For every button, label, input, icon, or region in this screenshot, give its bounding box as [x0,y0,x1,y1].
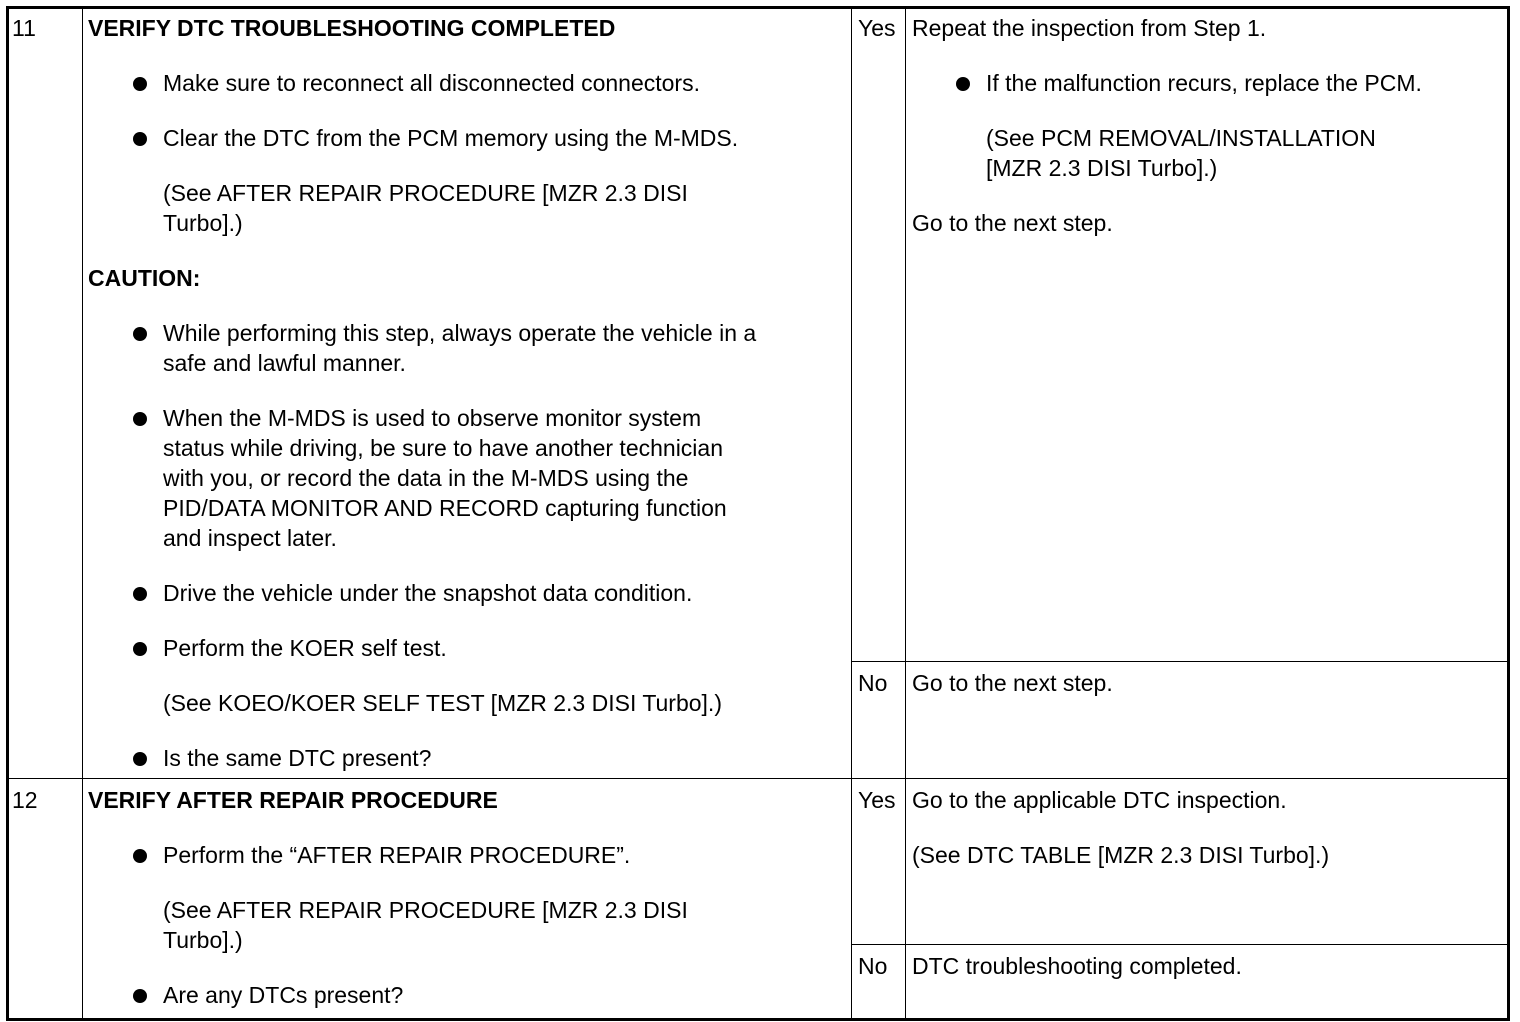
result-yes-label: Yes [858,15,896,41]
bullet-icon [133,327,147,341]
result-yes-text: Go to the applicable DTC inspection. [912,787,1287,813]
row-divider-step11 [9,778,1507,779]
reference-text: (See AFTER REPAIR PROCEDURE [MZR 2.3 DISI [163,897,688,923]
caution-bullet-text: When the M-MDS is used to observe monitor system [163,405,702,431]
column-divider-action [851,9,852,1018]
result-yes-text: Repeat the inspection from Step 1. [912,15,1267,41]
bullet-icon [133,642,147,656]
step-number: 11 [12,15,36,41]
caution-bullet-text: status while driving, be sure to have another technician [163,435,723,461]
question-text: Are any DTCs present? [163,982,404,1008]
caution-bullet-text: While performing this step, always operate the vehicle in a [163,320,757,346]
reference-text: (See PCM REMOVAL/INSTALLATION [986,125,1376,151]
question-text: Is the same DTC present? [163,745,432,771]
caution-bullet-text: and inspect later. [163,525,337,551]
result-no-label: No [858,670,888,696]
reference-text: (See DTC TABLE [MZR 2.3 DISI Turbo].) [912,842,1330,868]
reference-text: (See AFTER REPAIR PROCEDURE [MZR 2.3 DISI [163,180,688,206]
caution-bullet-text: Drive the vehicle under the snapshot data condition. [163,580,693,606]
caution-bullet-text: safe and lawful manner. [163,350,406,376]
bullet-icon [133,132,147,146]
column-divider-step [82,9,83,1018]
row-divider-12-no [851,944,1507,945]
bullet-icon [956,77,970,91]
reference-text: [MZR 2.3 DISI Turbo].) [986,155,1218,181]
result-no-text: DTC troubleshooting completed. [912,953,1242,979]
result-no-label: No [858,953,888,979]
bullet-icon [133,587,147,601]
result-no-text: Go to the next step. [912,670,1113,696]
caution-bullet-text: with you, or record the data in the M-MDS using the [163,465,689,491]
reference-text: Turbo].) [163,927,243,953]
caution-heading: CAUTION: [88,265,201,291]
result-yes-text: If the malfunction recurs, replace the PCM. [986,70,1422,96]
action-bullet-text: Clear the DTC from the PCM memory using the M-MDS. [163,125,739,151]
action-bullet-text: Make sure to reconnect all disconnected connectors. [163,70,700,96]
result-yes-label: Yes [858,787,896,813]
bullet-icon [133,989,147,1003]
column-divider-result [905,9,906,1018]
step-title: VERIFY AFTER REPAIR PROCEDURE [88,787,498,813]
reference-text: Turbo].) [163,210,243,236]
result-yes-text: Go to the next step. [912,210,1113,236]
reference-text: (See KOEO/KOER SELF TEST [MZR 2.3 DISI Turbo].) [163,690,722,716]
bullet-icon [133,77,147,91]
caution-bullet-text: Perform the KOER self test. [163,635,447,661]
bullet-icon [133,412,147,426]
step-title: VERIFY DTC TROUBLESHOOTING COMPLETED [88,15,616,41]
step-number: 12 [12,787,38,813]
action-bullet-text: Perform the “AFTER REPAIR PROCEDURE”. [163,842,631,868]
bullet-icon [133,849,147,863]
bullet-icon [133,752,147,766]
row-divider-11-no [851,661,1507,662]
caution-bullet-text: PID/DATA MONITOR AND RECORD capturing function [163,495,727,521]
